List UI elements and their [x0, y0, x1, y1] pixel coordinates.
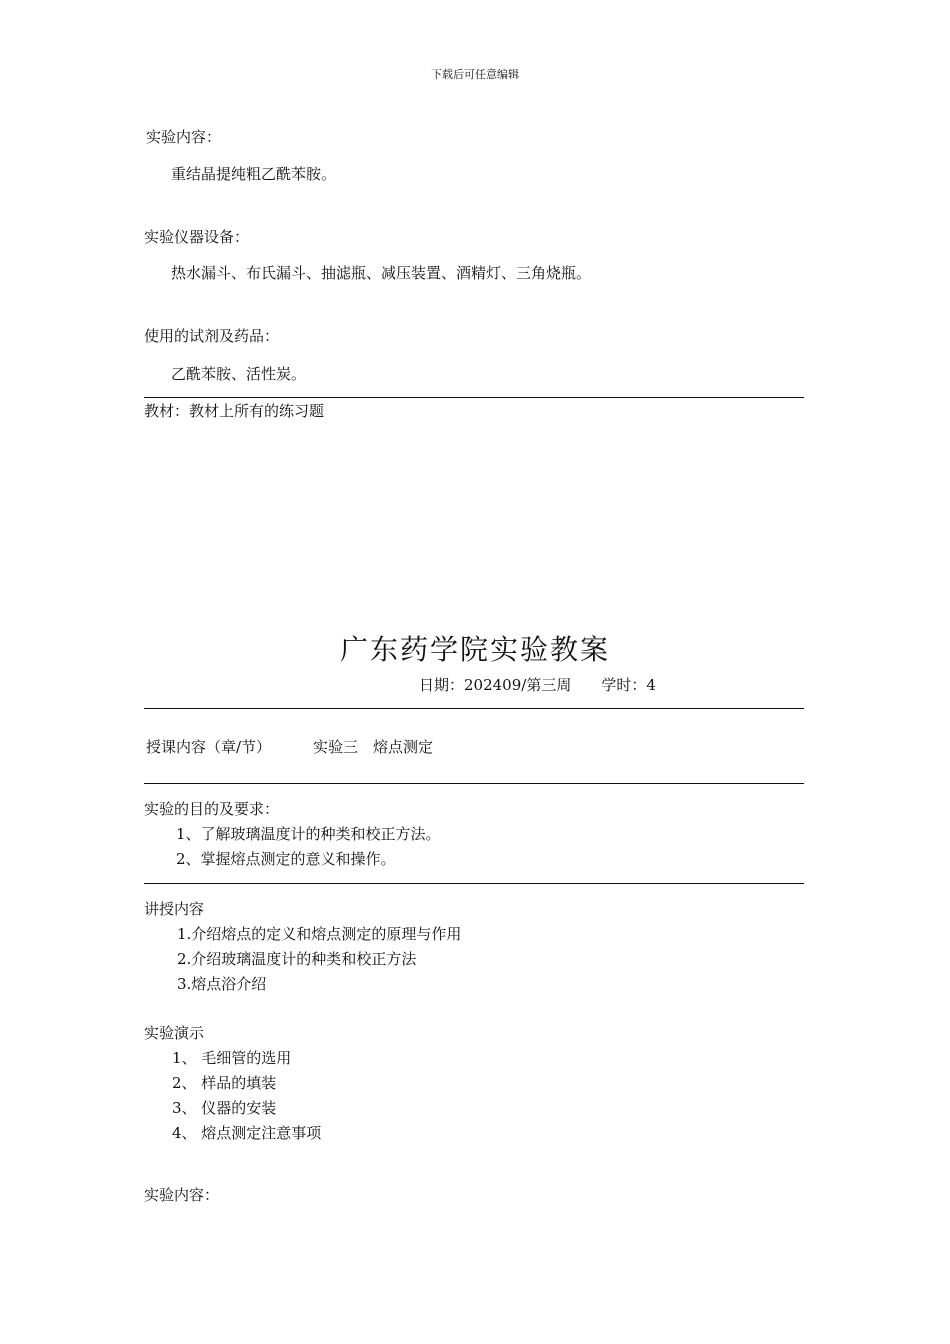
content-heading: 实验内容： — [146, 128, 222, 146]
demo-heading: 实验演示 — [144, 1024, 205, 1042]
lecture-item: 1.介绍熔点的定义和熔点测定的原理与作用 — [177, 925, 462, 943]
content-heading-2: 实验内容： — [144, 1186, 220, 1204]
date-line: 日期：202409/第三周 学时：4 — [419, 676, 656, 694]
lecture-item: 2.介绍玻璃温度计的种类和校正方法 — [177, 950, 417, 968]
demo-item: 1、 毛细管的选用 — [172, 1049, 292, 1067]
reagents-text: 乙酰苯胺、活性炭。 — [171, 365, 307, 383]
demo-item: 4、 熔点测定注意事项 — [172, 1124, 322, 1142]
textbook-line: 教材：教材上所有的练习题 — [144, 402, 325, 420]
objective-item: 2、掌握熔点测定的意义和操作。 — [176, 850, 396, 868]
objectives-heading: 实验的目的及要求： — [144, 800, 280, 818]
page-header: 下载后可任意编辑 — [431, 68, 519, 81]
equipment-text: 热水漏斗、布氏漏斗、抽滤瓶、减压装置、酒精灯、三角烧瓶。 — [171, 264, 592, 282]
divider — [144, 397, 804, 398]
divider — [144, 783, 804, 784]
lesson-value: 实验三 熔点测定 — [313, 738, 434, 756]
objective-item: 1、了解玻璃温度计的种类和校正方法。 — [176, 825, 441, 843]
lecture-heading: 讲授内容 — [144, 900, 205, 918]
divider — [144, 708, 804, 709]
page-title: 广东药学院实验教案 — [339, 633, 610, 666]
content-text: 重结晶提纯粗乙酰苯胺。 — [171, 165, 337, 183]
lecture-item: 3.熔点浴介绍 — [177, 975, 267, 993]
divider — [144, 883, 804, 884]
reagents-heading: 使用的试剂及药品： — [144, 327, 280, 345]
demo-item: 2、 样品的填装 — [172, 1074, 277, 1092]
equipment-heading: 实验仪器设备： — [144, 228, 250, 246]
demo-item: 3、 仪器的安装 — [172, 1099, 277, 1117]
lesson-label: 授课内容（章/节） — [146, 738, 272, 756]
